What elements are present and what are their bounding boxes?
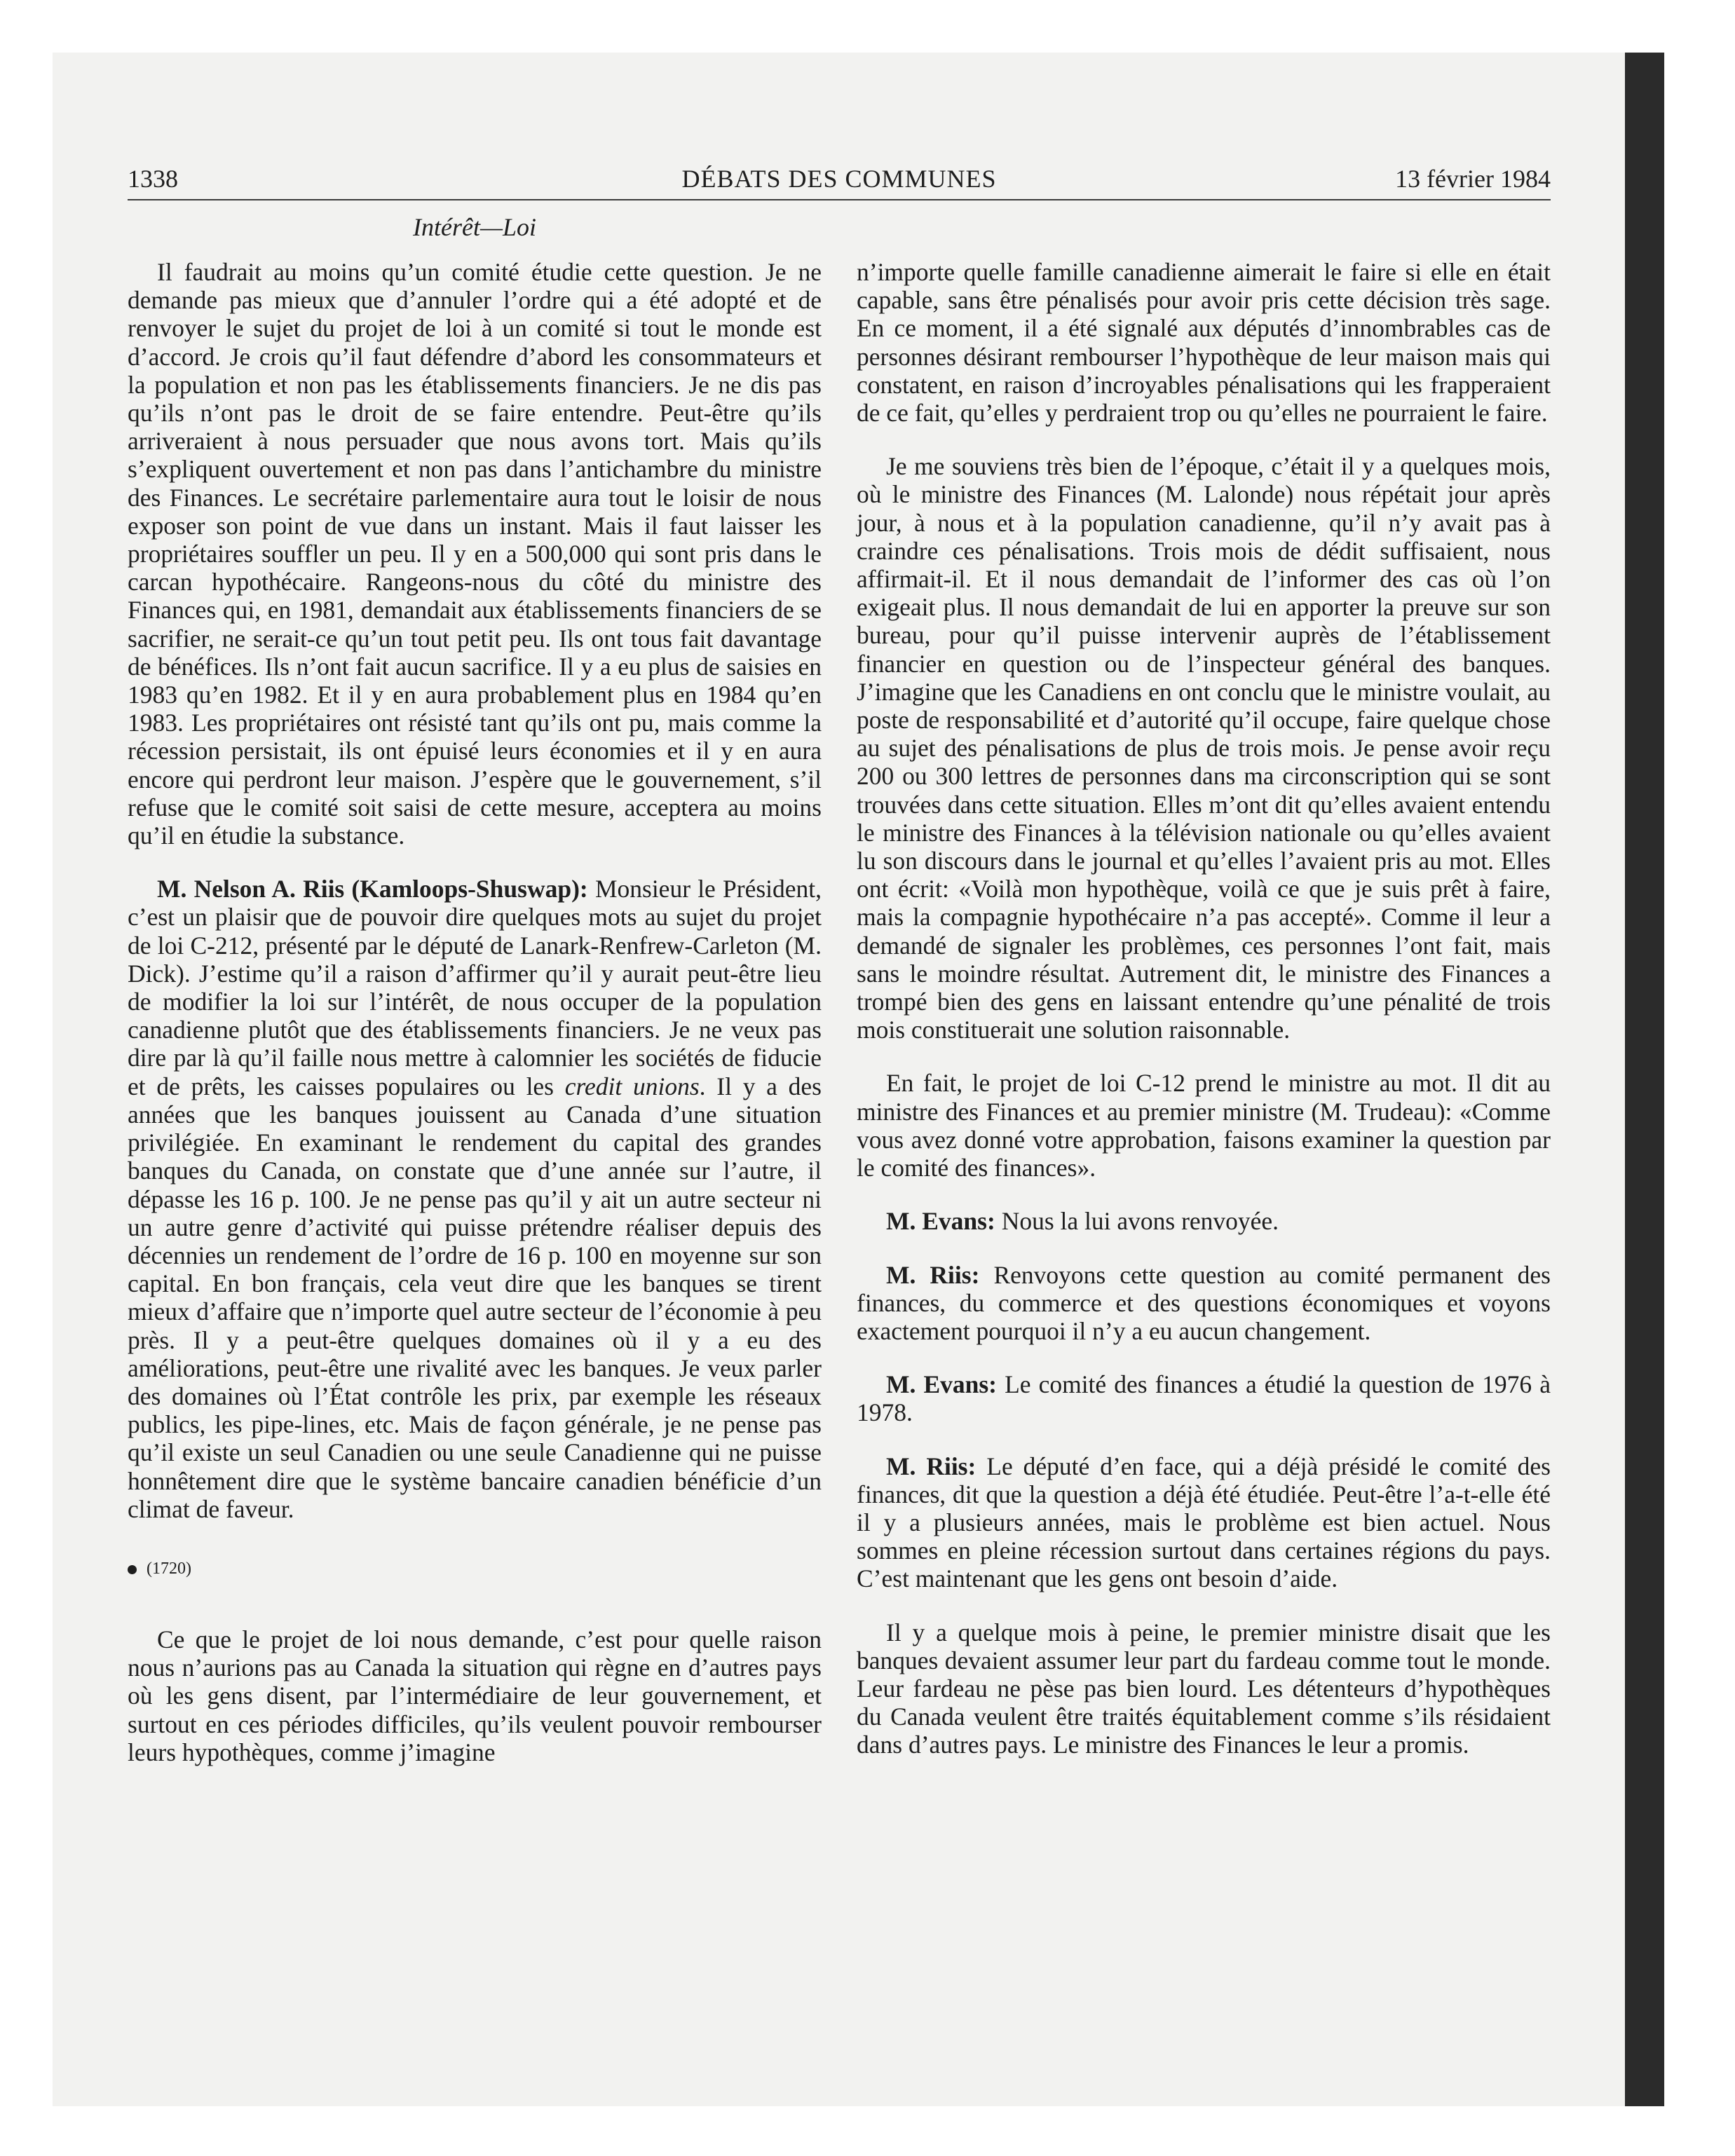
- speaker-name: M. Evans:: [886, 1207, 995, 1236]
- bullet-icon: [128, 1565, 137, 1574]
- speech-text: Nous la lui avons renvoyée.: [995, 1207, 1279, 1236]
- speaker-name: M. Riis:: [886, 1452, 977, 1480]
- speaker-name: M. Riis:: [886, 1260, 980, 1289]
- scan-edge-shadow: [1625, 53, 1664, 2106]
- page-number: 1338: [128, 165, 178, 193]
- speech-text: Le député d’en face, qui a déjà présidé le comité des finances, dit que la question a déjà été étudiée. Peut-être l’a-t-elle été il y a plusieurs années, mais le problème est bien actuel. Nous sommes en pleine récession surtout dans certaines régions du pays. C’est maintenant que les gens ont besoin d’aide.: [857, 1452, 1551, 1593]
- page-header: [128, 163, 1551, 200]
- speech-paragraph: [857, 1261, 1551, 1346]
- paragraph: En fait, le projet de loi C-12 prend le ministre au mot. Il dit au ministre des Finances et au premier ministre (M. Trudeau): «Comme vous avez donné votre approbation, faisons examiner la question par le comité des finances».: [857, 1069, 1551, 1182]
- speaker-name: M. Evans:: [886, 1370, 998, 1399]
- page-date: 13 février 1984: [1395, 165, 1551, 193]
- publication-title: DÉBATS DES COMMUNES: [681, 165, 997, 193]
- speech-paragraph: [857, 1207, 1551, 1235]
- speech-paragraph: [857, 1370, 1551, 1426]
- italic-term: credit unions: [564, 1072, 700, 1100]
- time-marker-text: (1720): [147, 1559, 191, 1578]
- speech-paragraph: [128, 875, 822, 1523]
- speech-text: Renvoyons cette question au comité permanent des finances, du commerce et des questions économiques et voyons exactement pourquoi il n’y a eu aucun changement.: [857, 1260, 1551, 1345]
- paragraph: Il y a quelque mois à peine, le premier ministre disait que les banques devaient assumer leur part du fardeau comme tout le monde. Leur fardeau ne pèse pas bien lourd. Les détenteurs d’hypothèques du Canada veulent être traités équitablement comme s’ils résidaient dans d’autres pays. Le ministre des Finances le leur a promis.: [857, 1618, 1551, 1759]
- speech-text: . Il y a des années que les banques jouissent au Canada d’une situation privilégiée. En examinant le rendement du capital des grandes banques du Canada, on constate que d’une année sur l’autre, il dépasse les 16 p. 100. Je ne pense pas qu’il y ait un autre secteur ni un autre genre d’activité qui puisse prétendre réaliser depuis des décennies un rendement de l’ordre de 16 p. 100 en moyenne sur son capital. En bon français, cela veut dire que les banques se tirent mieux d’affaire que n’importe quel autre secteur de l’économie à peu près. Il y a peut-être quelques domaines où il y a eu des améliorations, peut-être une rivalité avec les banques. Je veux parler des domaines où l’État contrôle les prix, par exemple les réseaux publics, les pipe-lines, etc. Mais de façon générale, je ne pense pas qu’il existe un seul Canadien ou une seule Canadienne qui ne puisse honnêtement dire que le système bancaire canadien bénéficie d’un climat de faveur.: [128, 1072, 822, 1523]
- speech-text: Le comité des finances a étudié la question de 1976 à 1978.: [857, 1370, 1551, 1427]
- speaker-name: M. Nelson A. Riis (Kamloops-Shuswap):: [157, 875, 588, 903]
- speech-text: Monsieur le Président, c’est un plaisir que de pouvoir dire quelques mots au sujet du projet de loi C-212, présenté par le député de Lanark-Renfrew-Carleton (M. Dick). J’estime qu’il a raison d’affirmer qu’il y aurait peut-être lieu de modifier la loi sur l’intérêt, de nous occuper de la population canadienne plutôt que des établissements financiers. Je ne veux pas dire par là qu’il faille nous mettre à calomnier les sociétés de fiducie et de prêts, les caisses populaires ou les: [128, 875, 822, 1100]
- paragraph-continued: n’importe quelle famille canadienne aimerait le faire si elle en était capable, sans être pénalisés pour avoir pris cette décision très sage. En ce moment, il a été signalé aux députés d’innombrables cas de personnes désirant rembourser l’hypothèque de leur maison mais qui constatent, en raison d’incroyables pénalisations qui les frapperaient de ce fait, qu’elles y perdraient trop ou qu’elles ne pourraient le faire.: [857, 258, 1551, 428]
- speech-paragraph: [857, 1452, 1551, 1593]
- right-column: [857, 258, 1551, 1785]
- section-subtitle: Intérêt—Loi: [413, 213, 536, 241]
- paragraph: Je me souviens très bien de l’époque, c’était il y a quelques mois, où le ministre des Finances (M. Lalonde) nous répétait jour après jour, à nous et à la population canadienne, qu’il n’y avait pas à craindre ces pénalisations. Trois mois de dédit suffisaient, nous affirmait-il. Et il nous demandait de l’informer des cas où l’on exigeait plus. Il nous demandait de lui en apporter la preuve sur son bureau, pour qu’il puisse intervenir auprès de l’établissement financier en question ou de l’inspecteur général des banques. J’imagine que les Canadiens en ont conclu que le ministre voulait, au poste de responsabilité et d’autorité qu’il occupe, faire quelque chose au sujet des pénalisations de plus de trois mois. Je pense avoir reçu 200 ou 300 lettres de personnes dans ma circonscription qui se sont trouvées dans cette situation. Elles m’ont dit qu’elles avaient entendu le ministre des Finances à la télévision nationale ou qu’elles avaient lu son discours dans le journal et qu’elles l’avaient pris au mot. Elles ont écrit: «Voilà mon hypothèque, voilà ce que je suis prêt à faire, mais la compagnie hypothécaire n’a pas accepté». Comme il leur a demandé de signaler les problèmes, ces personnes l’ont fait, mais sans le moindre résultat. Autrement dit, le ministre des Finances a trompé bien des gens en laissant entendre qu’une pénalité de trois mois constituerait une solution raisonnable.: [857, 452, 1551, 1044]
- left-column: [128, 258, 822, 1792]
- paragraph: Ce que le projet de loi nous demande, c’est pour quelle raison nous n’aurions pas au Canada la situation qui règne en d’autres pays où les gens disent, par l’intermédiaire de leur gouvernement, et surtout en ces périodes difficiles, qu’ils veulent pouvoir rembourser leurs hypothèques, comme j’imagine: [128, 1625, 822, 1766]
- time-marker: [128, 1558, 822, 1579]
- paragraph: Il faudrait au moins qu’un comité étudie cette question. Je ne demande pas mieux que d’annuler l’ordre qui a été adopté et de renvoyer le sujet du projet de loi à un comité si tout le monde est d’accord. Je crois qu’il faut défendre d’abord les consommateurs et la population et non pas les établissements financiers. Je ne dis pas qu’ils n’ont pas le droit de se faire entendre. Peut-être qu’ils arriveraient à nous persuader que nous avons tort. Mais qu’ils s’expliquent ouvertement et non pas dans l’antichambre du ministre des Finances. Le secrétaire parlementaire aura tout le loisir de nous exposer son point de vue dans un instant. Mais il faut laisser les propriétaires souffler un peu. Il y en a 500,000 qui sont pris dans le carcan hypothécaire. Rangeons-nous du côté du ministre des Finances qui, en 1981, demandait aux établissements financiers de se sacrifier, ne serait-ce qu’un tout petit peu. Ils ont tous fait davantage de bénéfices. Ils n’ont fait aucun sacrifice. Il y a eu plus de saisies en 1983 qu’en 1982. Et il y en aura probablement plus en 1984 qu’en 1983. Les propriétaires ont résisté tant qu’ils ont pu, mais comme la récession persistait, ils ont épuisé leurs économies et il y en aura encore qui perdront leur maison. J’espère que le gouvernement, s’il refuse que le comité soit saisi de cette mesure, acceptera au moins qu’il en étudie la substance.: [128, 258, 822, 850]
